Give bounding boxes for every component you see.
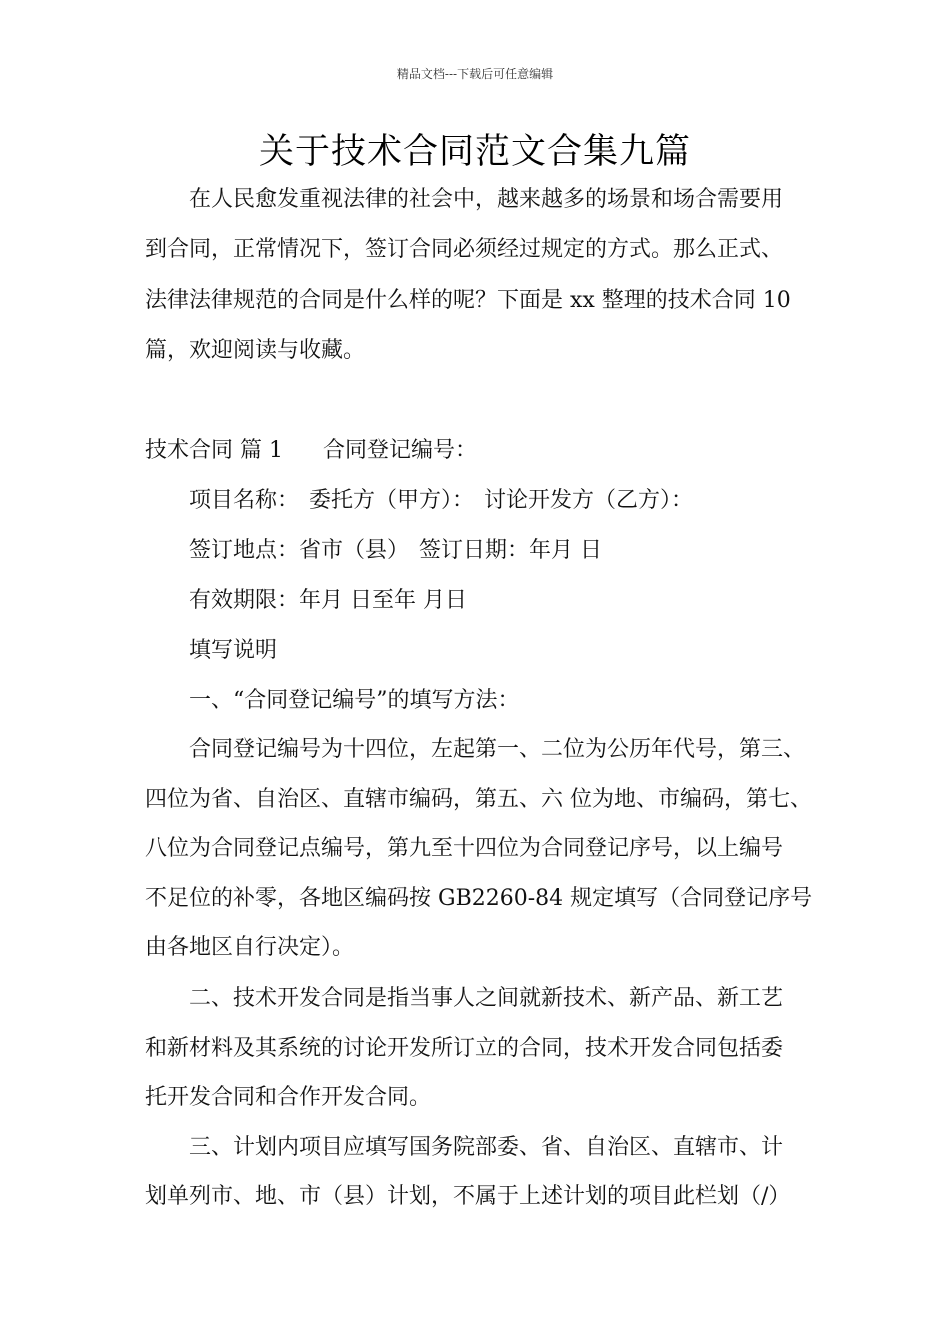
registration-label: 合同登记编号： xyxy=(322,438,477,463)
sign-date-label: 签订日期：年月 日 xyxy=(419,538,603,563)
item1-line-1: 合同登记编号为十四位，左起第一、二位为公历年代号，第三、 xyxy=(189,737,806,762)
item1-line-2: 四位为省、自治区、直辖市编码，第五、六 位为地、市编码，第七、 xyxy=(145,787,812,812)
signing-row xyxy=(189,536,602,566)
party-b-label: 讨论开发方（乙方）： xyxy=(484,488,694,513)
item2-line-3: 托开发合同和合作开发合同。 xyxy=(145,1085,432,1110)
item1-title: 一、“合同登记编号”的填写方法： xyxy=(189,688,520,713)
item1-line-4: 不足位的补零，各地区编码按 GB2260-84 规定填写（合同登记序号 xyxy=(145,886,813,911)
intro-line-2: 到合同，正常情况下，签订合同必须经过规定的方式。那么正式、 xyxy=(145,237,784,262)
validity-label: 有效期限：年月 日至年 月日 xyxy=(189,588,467,613)
sign-place-label: 签订地点：省市（县） xyxy=(189,538,410,563)
project-name-label: 项目名称： xyxy=(189,488,300,513)
instructions-title: 填写说明 xyxy=(189,638,278,663)
party-a-label: 委托方（甲方）： xyxy=(309,488,475,513)
item1-line-5: 由各地区自行决定）。 xyxy=(145,935,355,960)
item2-line-2: 和新材料及其系统的讨论开发所订立的合同，技术开发合同包括委 xyxy=(145,1036,784,1061)
intro-line-4: 篇，欢迎阅读与收藏。 xyxy=(145,338,366,363)
parties-row xyxy=(189,486,693,516)
intro-line-1: 在人民愈发重视法律的社会中，越来越多的场景和场合需要用 xyxy=(189,187,784,212)
section-heading: 技术合同 篇 1 xyxy=(145,438,283,463)
page-header: 精品文档---下载后可任意编辑 xyxy=(396,67,554,81)
item2-line-1: 二、技术开发合同是指当事人之间就新技术、新产品、新工艺 xyxy=(189,986,784,1011)
item3-line-1: 三、计划内项目应填写国务院部委、省、自治区、直辖市、计 xyxy=(189,1135,784,1160)
intro-line-3: 法律法律规范的合同是什么样的呢？下面是 xx 整理的技术合同 10 xyxy=(145,288,791,313)
section-heading-row xyxy=(145,436,477,466)
item3-line-2: 划单列市、地、市（县）计划，不属于上述计划的项目此栏划（/） xyxy=(145,1184,791,1209)
document-title: 关于技术合同范文合集九篇 xyxy=(258,132,691,172)
item1-line-3: 八位为合同登记点编号，第九至十四位为合同登记序号，以上编号 xyxy=(145,836,784,861)
